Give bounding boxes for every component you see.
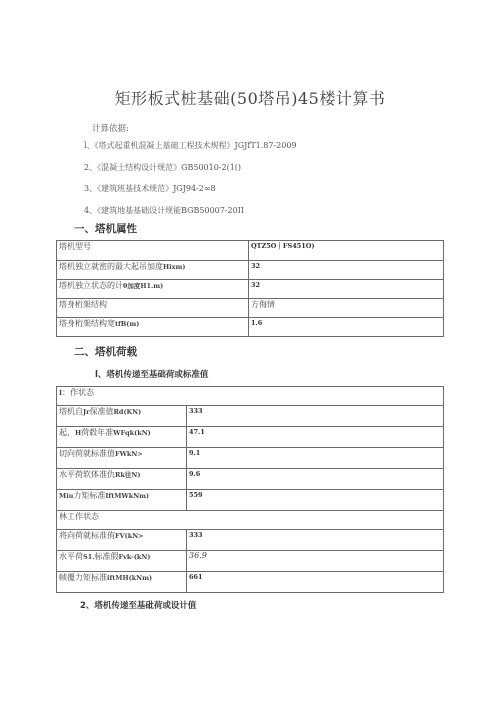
table-row	[57, 427, 444, 448]
row-label: Miu力矩标准IftMWkNm)	[57, 490, 187, 511]
row-label: 塔机独立状态的计θ加度H1.m)	[57, 280, 249, 299]
table-row	[57, 490, 444, 511]
row-value: 36.9	[187, 551, 444, 572]
basis-item: 3、《建筑班基技术规范》JGJ94-2∞8	[84, 184, 216, 193]
group-header-row	[57, 511, 444, 530]
table-row	[57, 572, 444, 593]
row-label: 塔机独立就密的最大起吊加度Hixm)	[57, 261, 249, 280]
row-value: 9.1	[187, 448, 444, 469]
group-header-row	[57, 387, 444, 406]
row-value: QTZ5O｜FS451O)	[249, 241, 444, 261]
section-heading-tower-properties: 一、塔机属性	[74, 223, 137, 235]
row-label: 水平荷S1.标准假Fvk-(kN)	[57, 551, 187, 572]
group-header-nonworking: 林工作状态	[57, 511, 444, 530]
table-row	[57, 551, 444, 572]
table-row	[57, 406, 444, 427]
row-value: 9.6	[187, 469, 444, 490]
row-label: 切向荷就标准值FWkN>	[57, 448, 187, 469]
subsection-heading-design-values: 2、塔机传递至基砒荷或设计值	[80, 601, 197, 611]
document-title: 矩形板式桩基础(50塔吊)45楼计算书	[114, 89, 386, 108]
basis-label: 计算依据:	[92, 124, 129, 134]
table-row	[57, 530, 444, 551]
tower-loads-table	[56, 386, 444, 593]
row-value: 333	[187, 530, 444, 551]
row-value: 32	[249, 261, 444, 280]
row-label: 塔机自Jr保准值Rd(KN)	[57, 406, 187, 427]
table-row	[57, 318, 444, 337]
row-value: 661	[187, 572, 444, 593]
row-value: 47.1	[187, 427, 444, 448]
tower-properties-table	[56, 240, 444, 337]
basis-list	[84, 141, 297, 227]
table-row	[57, 469, 444, 490]
row-value: 1.6	[249, 318, 444, 337]
row-value: 333	[187, 406, 444, 427]
row-value: 方侮情	[249, 299, 444, 318]
basis-item: 2、《混凝土结构设计规范》GB50010-2(1()	[84, 162, 242, 172]
table-row	[57, 299, 444, 318]
row-value: 32	[249, 280, 444, 299]
row-label: 塔身桁架结构	[57, 299, 249, 318]
row-label: 塔机型号	[57, 241, 249, 261]
row-label: 塔身桁架结构宽tfB(m)	[57, 318, 249, 337]
row-label: 水平荷软体准仇Rk往N)	[57, 469, 187, 490]
row-label: 帧覆力矩标准iftMH(kNm)	[57, 572, 187, 593]
subsection-heading-standard-values: l、塔机传递至基础荷或标准值	[95, 370, 209, 380]
basis-item: l、《塔式起重机混凝上基础工程技术规程》JGJfT1.87-2009	[84, 141, 297, 150]
table-row	[57, 280, 444, 299]
row-value: 559	[187, 490, 444, 511]
table-row	[57, 261, 444, 280]
section-heading-tower-loads: 二、塔机荷载	[74, 346, 137, 358]
row-label: 将向荷就标准侑FV(kN>	[57, 530, 187, 551]
group-header-working: I：作状态	[57, 387, 444, 406]
table-row	[57, 448, 444, 469]
table-row	[57, 241, 444, 261]
basis-item: 4、《建筑地基基础设计规能BGB50007-20II	[84, 205, 245, 215]
row-label: 起，H荷毂年准WFqk(kN)	[57, 427, 187, 448]
